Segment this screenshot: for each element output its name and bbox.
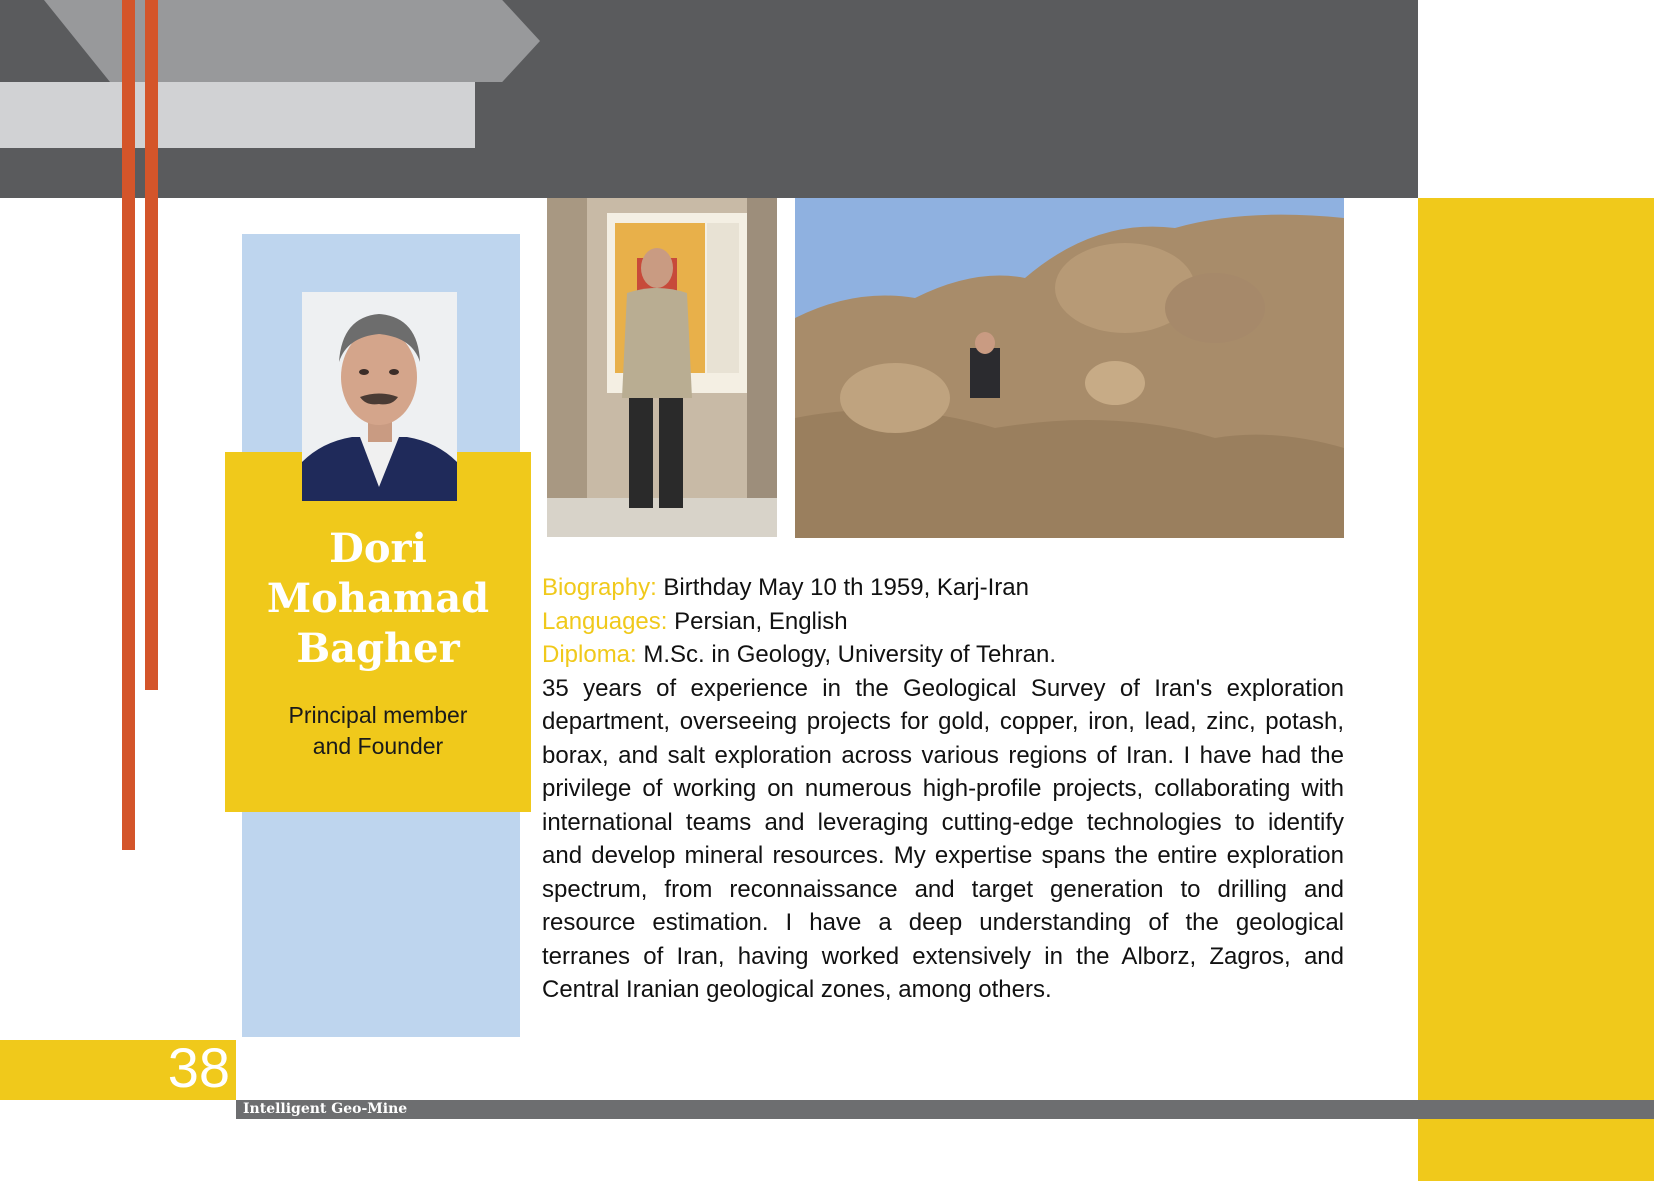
page-number: 38 bbox=[167, 1036, 230, 1099]
diploma-row bbox=[542, 638, 1344, 672]
office-photo-illustration bbox=[547, 198, 777, 537]
name-line: Dori bbox=[329, 525, 427, 572]
header-light-bar bbox=[0, 82, 475, 148]
role-line: Principal member bbox=[288, 702, 468, 728]
orange-accent-line bbox=[122, 0, 135, 850]
biography-section bbox=[542, 571, 1344, 1007]
footer-brand: Intelligent Geo-Mine bbox=[243, 1101, 408, 1117]
biography-row bbox=[542, 571, 1344, 605]
field-photo-illustration bbox=[795, 198, 1344, 538]
footer-bar bbox=[236, 1100, 1654, 1119]
orange-accent-line bbox=[145, 0, 158, 690]
languages-row bbox=[542, 605, 1344, 639]
biography-value: Birthday May 10 th 1959, Karj-Iran bbox=[656, 574, 1029, 601]
portrait-photo bbox=[302, 292, 457, 501]
right-yellow-column bbox=[1418, 198, 1654, 1181]
office-photo bbox=[547, 198, 777, 537]
field-photo bbox=[795, 198, 1344, 538]
role-line: and Founder bbox=[312, 733, 444, 759]
profile-role bbox=[225, 700, 531, 762]
languages-value: Persian, English bbox=[667, 607, 848, 635]
portrait-illustration bbox=[302, 292, 457, 501]
profile-name bbox=[225, 524, 531, 674]
name-line: Bagher bbox=[296, 625, 460, 672]
experience-paragraph: 35 years of experience in the Geological Survey of Iran's exploration department, overseeing projects for gold, copper, iron, lead, zinc, potash, borax, and salt exploration across various regions of Iran. I have had the privilege of working on numerous high-profile projects, collaborating with international teams and leveraging cutting-edge technologies to identify and develop mineral resources. My expertise spans the entire exploration spectrum, from reconnaissance and target generation to drilling and resource estimation. I have a deep understanding of the geological terranes of Iran, having worked extensively in the Alborz, Zagros, and Central Iranian geological zones, among others. bbox=[542, 674, 1344, 1003]
diploma-value: M.Sc. in Geology, University of Tehran. bbox=[636, 641, 1056, 668]
languages-label: Languages: bbox=[542, 607, 668, 635]
diploma-label: Diploma: bbox=[542, 641, 637, 668]
name-line: Mohamad bbox=[266, 575, 490, 622]
biography-label: Biography: bbox=[542, 574, 657, 601]
